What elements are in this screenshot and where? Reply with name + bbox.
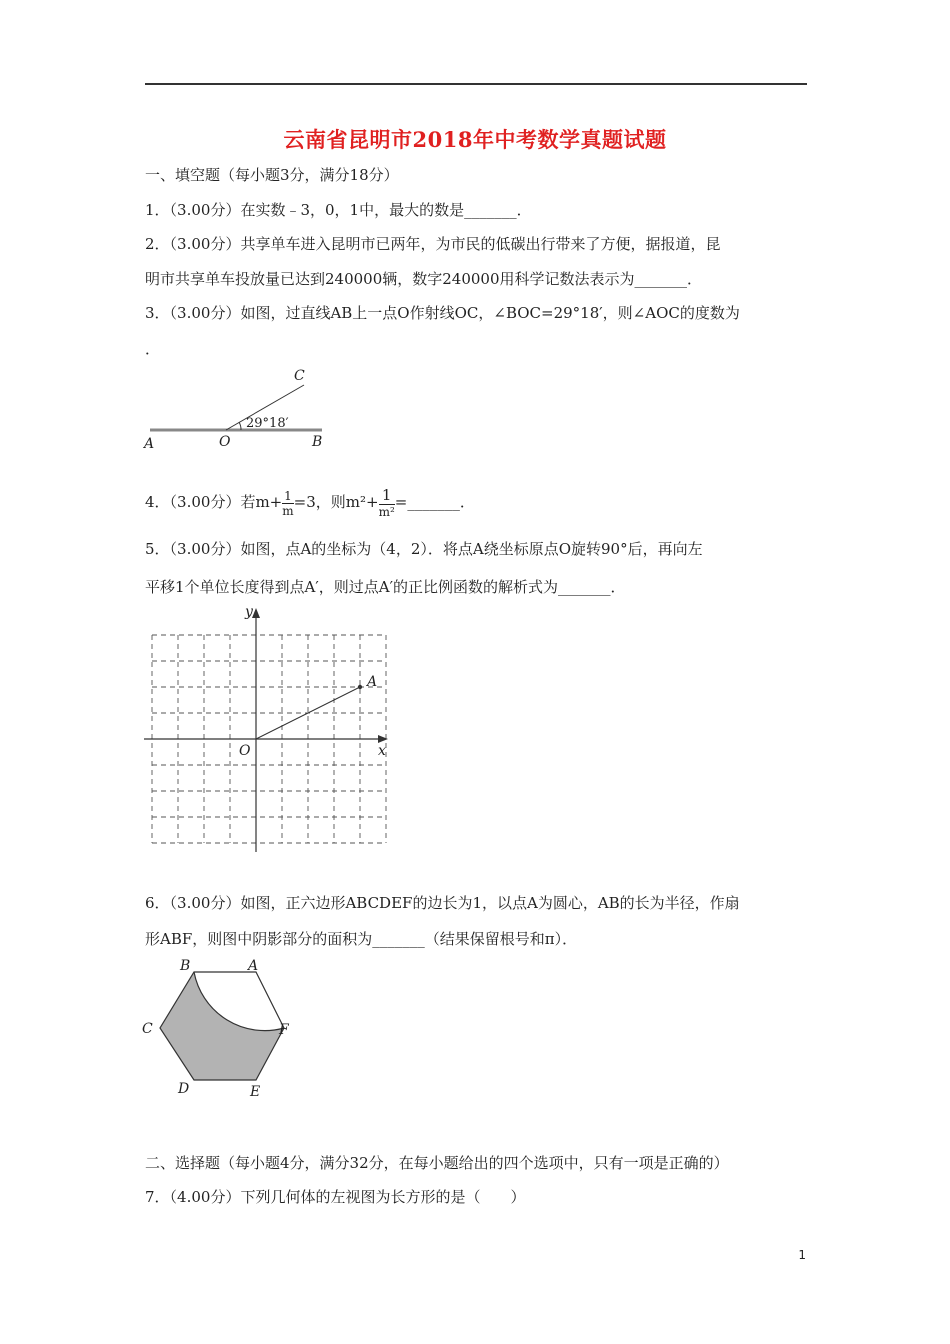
q4-prefix: 4．（3.00分）若m+ [145,493,283,511]
question-6-line-2: 形ABF，则图中阴影部分的面积为_______（结果保留根号和π）． [145,930,578,948]
hex-label-e: E [250,1084,261,1100]
question-2-line-2: 明市共享单车投放量已达到240000辆，数字240000用科学记数法表示为_______． [145,270,703,288]
question-3-line-1: 3．（3.00分）如图，过直线AB上一点O作射线OC，∠BOC=29°18′，则∠AOC的度数为 [145,304,740,322]
label-a: A [144,436,155,452]
y-axis-arrow [252,608,260,618]
question-3-line-2: ． [145,340,161,358]
label-o: O [219,434,231,450]
x-axis-arrow [378,735,388,743]
fraction-1-over-m-squared [379,488,395,518]
frac2-numerator: 1 [381,486,392,504]
frac2-denominator: m² [378,505,395,519]
label-point-a: A [367,674,378,690]
question-5-line-1: 5．（3.00分）如图，点A的坐标为（4，2）．将点A绕坐标原点O旋转90°后，再向左 [145,540,703,558]
hex-label-b: B [180,958,191,974]
q4-suffix: =_______． [394,493,475,511]
label-y: y [245,604,253,620]
question-2-line-1: 2．（3.00分）共享单车进入昆明市已两年，为市民的低碳出行带来了方便，据报道，昆 [145,235,721,253]
question-1: 1．（3.00分）在实数﹣3，0，1中，最大的数是_______． [145,201,532,219]
label-c: C [294,368,305,384]
hexagon-figure [138,950,308,1100]
section-2-heading: 二、选择题（每小题4分，满分32分，在每小题给出的四个选项中，只有一项是正确的） [145,1154,729,1172]
label-b: B [312,434,323,450]
section-1-heading: 一、填空题（每小题3分，满分18分） [145,166,399,184]
hex-label-d: D [178,1081,190,1097]
question-5-line-2: 平移1个单位长度得到点A′，则过点A′的正比例函数的解析式为_______． [145,578,626,596]
question-4 [145,480,475,524]
angle-figure [140,360,340,455]
hex-label-c: C [142,1021,153,1037]
page-number: 1 [798,1248,806,1262]
header-rule [145,83,807,85]
page-title: 云南省昆明市2018年中考数学真题试题 [283,127,667,152]
angle-label: 29°18′ [246,416,289,431]
fraction-1-over-m [282,490,293,517]
label-x: x [378,743,386,759]
coordinate-grid-figure [140,600,400,855]
label-origin: O [239,743,251,759]
frac1-numerator: 1 [284,488,292,503]
frac1-denominator: m [282,503,294,518]
point-a [358,685,362,689]
hex-label-a: A [248,958,259,974]
question-7: 7．（4.00分）下列几何体的左视图为长方形的是（ ） [145,1188,526,1206]
question-6-line-1: 6．（3.00分）如图，正六边形ABCDEF的边长为1，以点A为圆心，AB的长为半径，作扇 [145,894,740,912]
q4-mid: =3，则m²+ [293,493,379,511]
hex-label-f: F [279,1022,289,1038]
